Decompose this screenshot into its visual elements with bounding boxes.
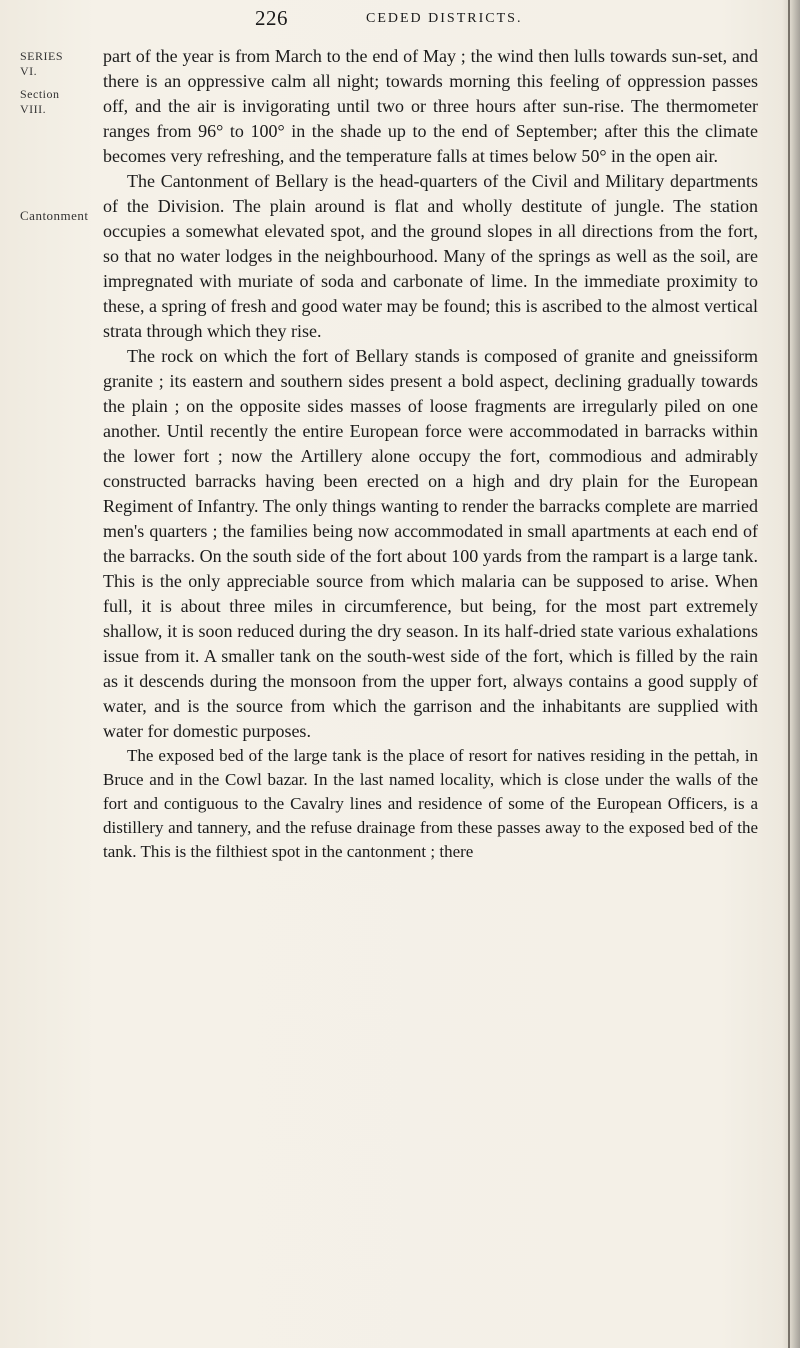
body-text — [103, 44, 758, 864]
paragraph-exposed-tank: The exposed bed of the large tank is the place of resort for natives residing in the pettah, in Bruce and in the Cowl bazar. In the last named locality, which is close under the walls of the fort and contiguous to the Cavalry lines and residence of some of the European Officers, is a distillery and tannery, and the refuse drainage from these passes away to the exposed bed of the tank. This is the filthiest spot in the cantonment ; there — [103, 746, 758, 861]
running-head: CEDED DISTRICTS. — [366, 11, 523, 26]
margin-cantonment-note: Cantonment — [20, 208, 89, 223]
paragraph-climate: part of the year is from March to the end of May ; the wind then lulls towards sun-set, and there is an oppressive calm all night; towards morning this feeling of oppression passes off, and the air is invigorating until two or three hours after sun-rise. The thermometer ranges from 96° to 100° in the shade up to the end of September; after this the climate becomes very refreshing, and the temperature falls at times below 50° in the open air. — [103, 46, 758, 166]
series-label: SERIES VI. — [20, 49, 64, 78]
page-number: 226 — [255, 6, 288, 30]
paragraph-fort-and-tanks: The rock on which the fort of Bellary stands is composed of granite and gneissiform granite ; its eastern and southern sides present a bold aspect, declining gradually towards the plain ; on the opposite sides masses of loose fragments are irregularly piled on one another. Until recently the entire European force were accommodated in barracks within the lower fort ; now the Artillery alone occupy the fort, commodious and admirably constructed barracks having been erected on a high and dry plain for the European Regiment of Infantry. The only things wanting to render the barracks complete are married men's quarters ; the families being now accommodated in small apartments at each end of the barracks. On the south side of the fort about 100 yards from the rampart is a large tank. This is the only appreciable source from which malaria can be supposed to arise. When full, it is about three miles in circumference, but being, for the most part extremely shallow, it is soon reduced during the dry season. In its half-dried state various exhalations issue from it. A smaller tank on the south-west side of the fort, which is filled by the rain as it descends during the monsoon from the upper fort, always contains a good supply of water, and is the source from which the garrison and the inhabitants are supplied with water for domestic purposes. — [103, 346, 758, 741]
section-label: Section VIII. — [20, 87, 60, 116]
right-page-edge-shadow — [782, 0, 800, 1348]
paragraph-cantonment: The Cantonment of Bellary is the head-quarters of the Civil and Military departments of the Division. The plain around is flat and wholly destitute of jungle. The station occupies a somewhat elevated spot, and the ground slopes in all directions from the fort, so that no water lodges in the neighbourhood. Many of the springs as well as the soil, are impregnated with muriate of soda and carbonate of lime. In the immediate proximity to these, a spring of fresh and good water may be found; this is ascribed to the almost vertical strata through which they rise. — [103, 171, 758, 341]
margin-series-note — [20, 49, 80, 117]
page-header — [0, 6, 800, 40]
right-page-edge-line — [788, 0, 790, 1348]
